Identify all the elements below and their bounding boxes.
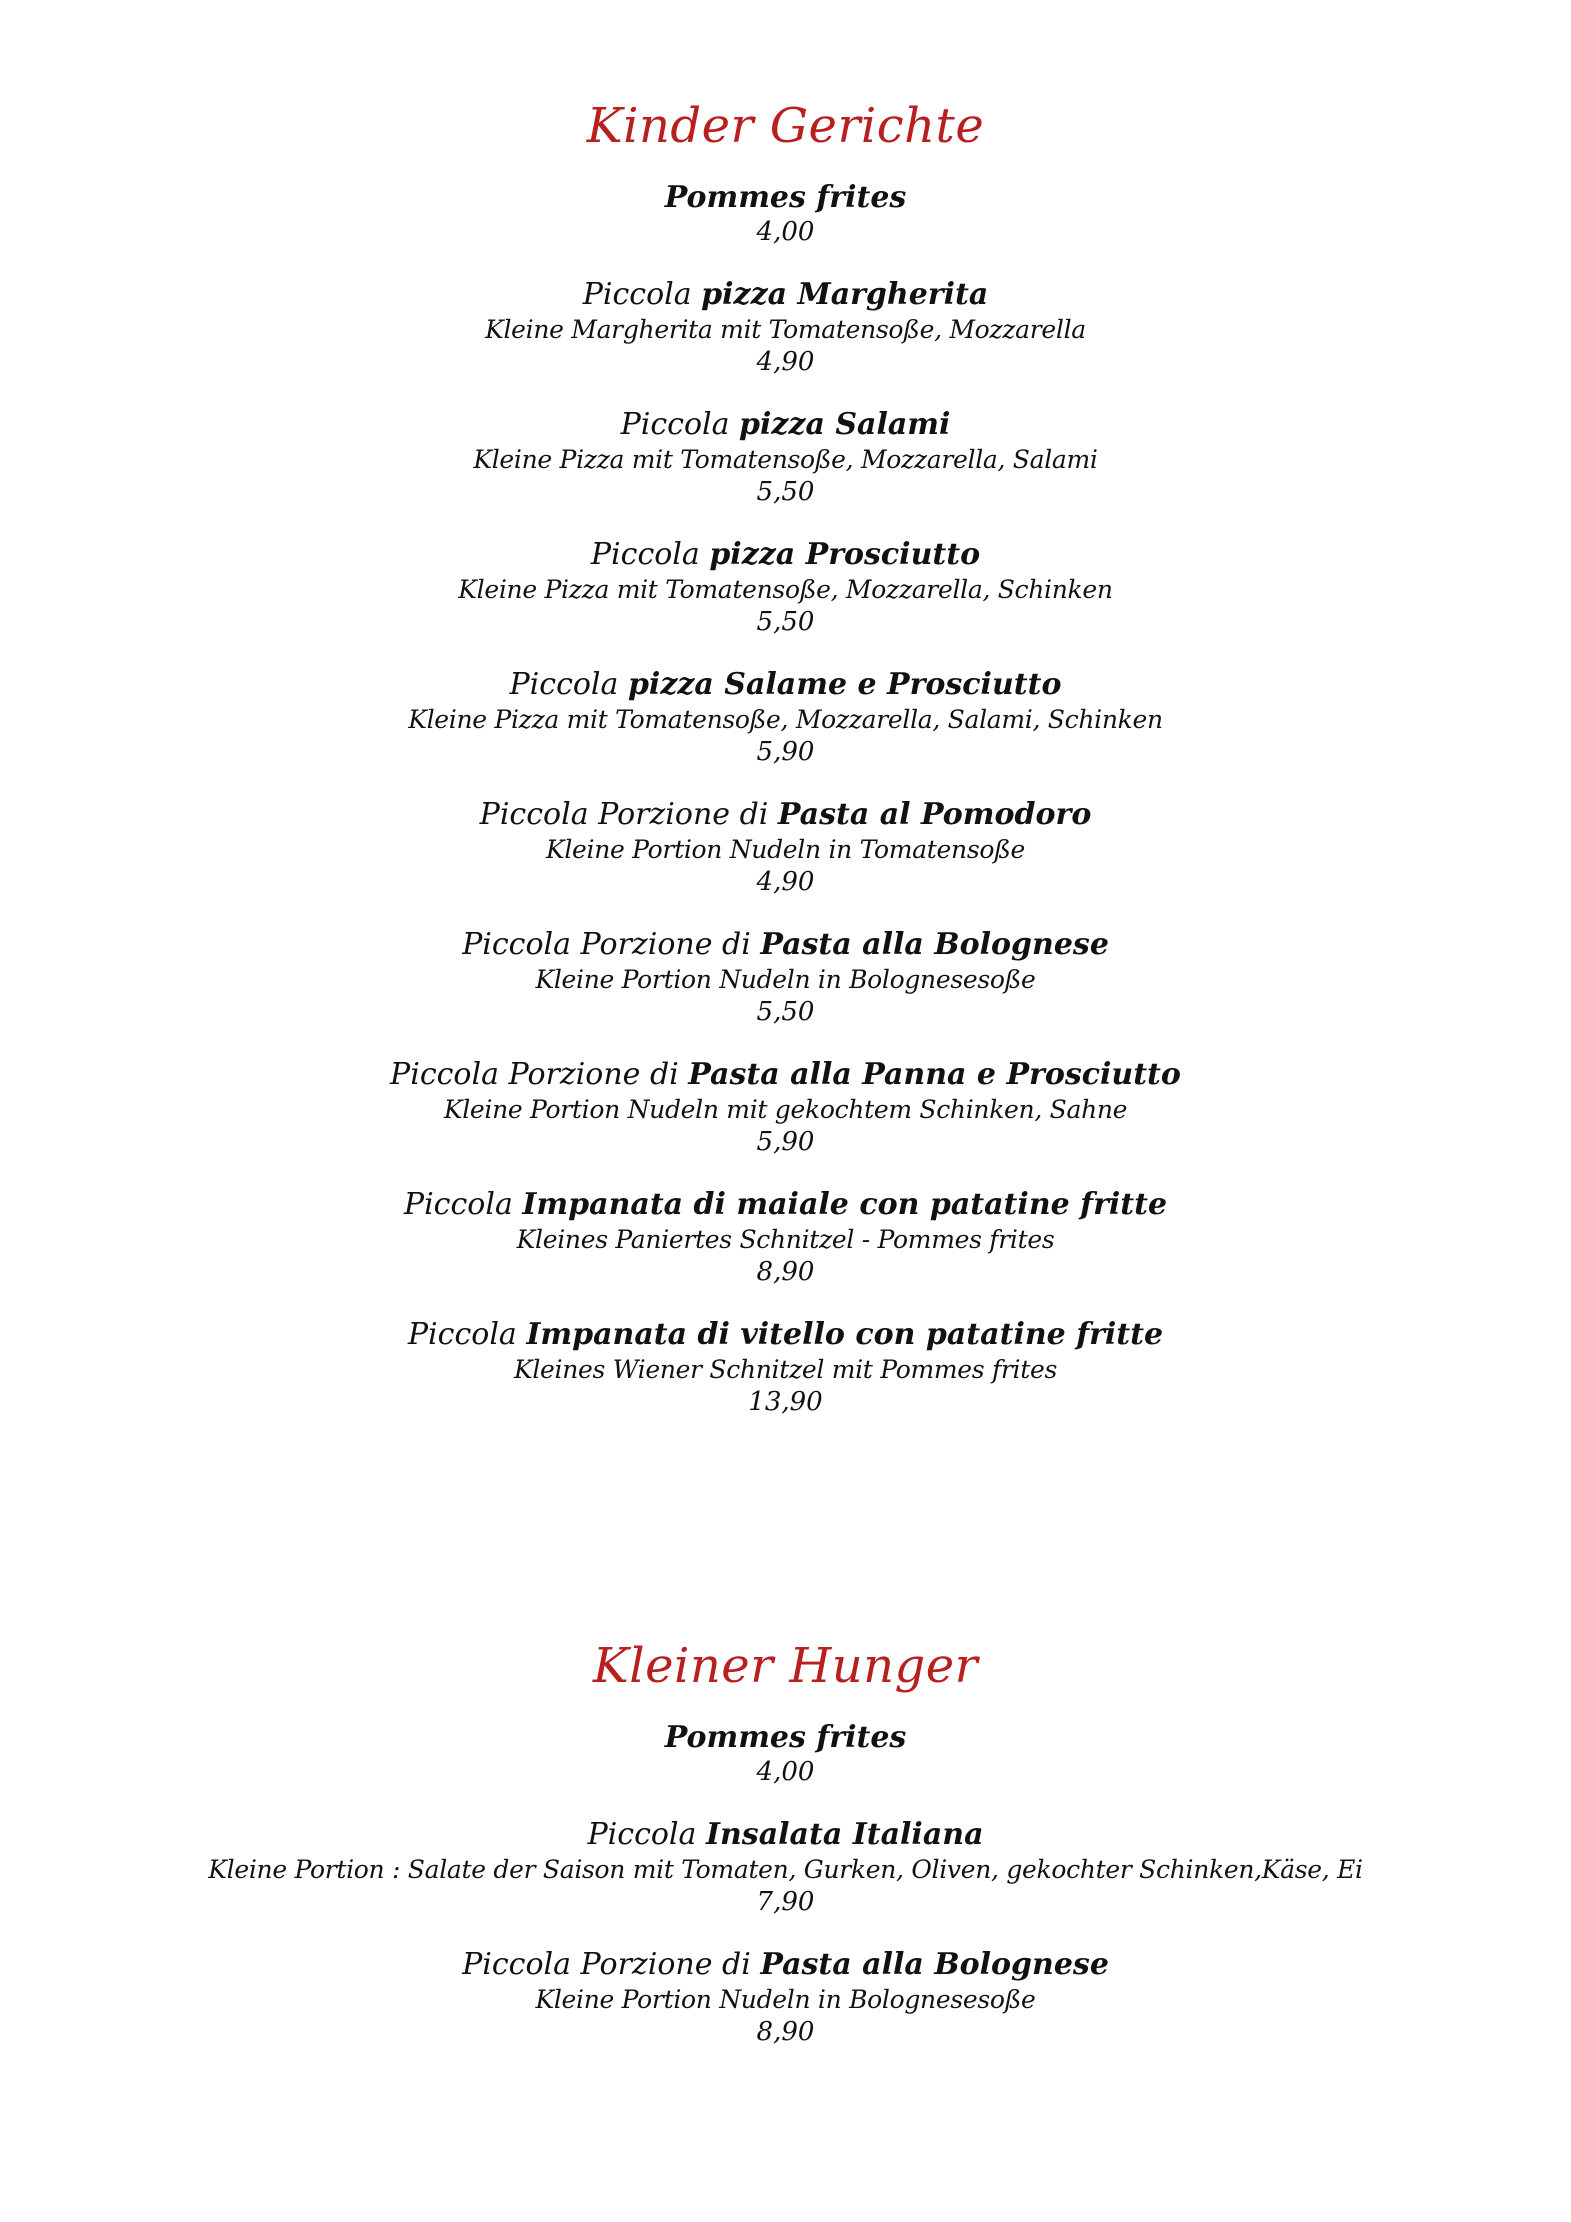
item-price: 8,90 [756,1257,815,1287]
item-title [0,666,1571,703]
item-title [0,926,1571,963]
menu-item [0,1186,1571,1289]
item-name: Impanata di maiale con patatine fritte [522,1187,1168,1222]
item-name: Pasta alla Bolognese [760,1947,1109,1982]
item-name: Pommes frites [664,1720,907,1755]
section-title: Kleiner Hunger [592,1638,979,1694]
item-name: pizza Salami [739,407,951,442]
menu-item [0,926,1571,1029]
item-price: 8,90 [756,2017,815,2047]
item-prefix: Piccola [407,1317,527,1352]
item-name: Pasta al Pomodoro [777,797,1092,832]
section-kleiner-hunger [0,1635,1571,2076]
item-description: Kleine Portion Nudeln in Bolognesesoße [535,1985,1036,2014]
item-price: 4,00 [756,217,815,247]
item-name: Pasta alla Panna e Prosciutto [688,1057,1181,1092]
item-price: 4,90 [756,867,815,897]
menu-item [0,1816,1571,1919]
item-price: 5,50 [756,477,815,507]
item-description: Kleine Portion Nudeln in Tomatensoße [545,835,1026,864]
item-title [0,1316,1571,1353]
item-title [0,1186,1571,1223]
item-name: Pommes frites [664,180,907,215]
menu-item [0,276,1571,379]
item-description: Kleine Portion Nudeln in Bolognesesoße [535,965,1036,994]
item-prefix: Piccola Porzione di [462,1947,761,1982]
menu-item [0,1316,1571,1419]
item-title [0,796,1571,833]
item-name: Impanata di vitello con patatine fritte [526,1317,1164,1352]
item-prefix: Piccola Porzione di [390,1057,689,1092]
section-kinder-gerichte [0,95,1571,1446]
item-title [0,179,1571,216]
menu-item [0,666,1571,769]
item-title [0,1719,1571,1756]
item-description: Kleine Portion Nudeln mit gekochtem Schinken, Sahne [443,1095,1128,1124]
item-price: 5,90 [756,1127,815,1157]
item-prefix: Piccola [509,667,628,702]
item-price: 5,50 [756,607,815,637]
menu-item [0,1056,1571,1159]
item-price: 4,90 [756,347,815,377]
item-description: Kleine Pizza mit Tomatensoße, Mozzarella, Schinken [458,575,1113,604]
menu-item [0,796,1571,899]
item-prefix: Piccola [582,277,702,312]
item-description: Kleine Portion : Salate der Saison mit Tomaten, Gurken, Oliven, gekochter Schinken,Käse, Ei [208,1855,1363,1884]
item-prefix: Piccola [590,537,710,572]
item-prefix: Piccola [403,1187,523,1222]
menu-item [0,406,1571,509]
item-name: Insalata Italiana [705,1817,984,1852]
item-title [0,536,1571,573]
menu-item [0,536,1571,639]
item-name: pizza Prosciutto [709,537,981,572]
menu-item [0,1946,1571,2049]
section-title: Kinder Gerichte [586,98,985,154]
item-description: Kleine Margherita mit Tomatensoße, Mozzarella [485,315,1086,344]
item-description: Kleine Pizza mit Tomatensoße, Mozzarella, Salami, Schinken [408,705,1163,734]
item-prefix: Piccola Porzione di [462,927,761,962]
item-title [0,1056,1571,1093]
item-description: Kleines Wiener Schnitzel mit Pommes frites [513,1355,1058,1384]
menu-item [0,179,1571,249]
item-price: 5,90 [756,737,815,767]
item-name: pizza Margherita [701,277,989,312]
item-title [0,276,1571,313]
item-prefix: Piccola Porzione di [479,797,778,832]
item-description: Kleine Pizza mit Tomatensoße, Mozzarella, Salami [473,445,1098,474]
item-title [0,1946,1571,1983]
item-price: 7,90 [756,1887,815,1917]
menu-item [0,1719,1571,1789]
item-prefix: Piccola [587,1817,706,1852]
item-description: Kleines Paniertes Schnitzel - Pommes frites [516,1225,1055,1254]
item-price: 13,90 [748,1387,823,1417]
item-name: pizza Salame e Prosciutto [627,667,1062,702]
item-name: Pasta alla Bolognese [760,927,1109,962]
item-price: 5,50 [756,997,815,1027]
item-prefix: Piccola [620,407,740,442]
item-title [0,406,1571,443]
item-title [0,1816,1571,1853]
item-price: 4,00 [756,1757,815,1787]
